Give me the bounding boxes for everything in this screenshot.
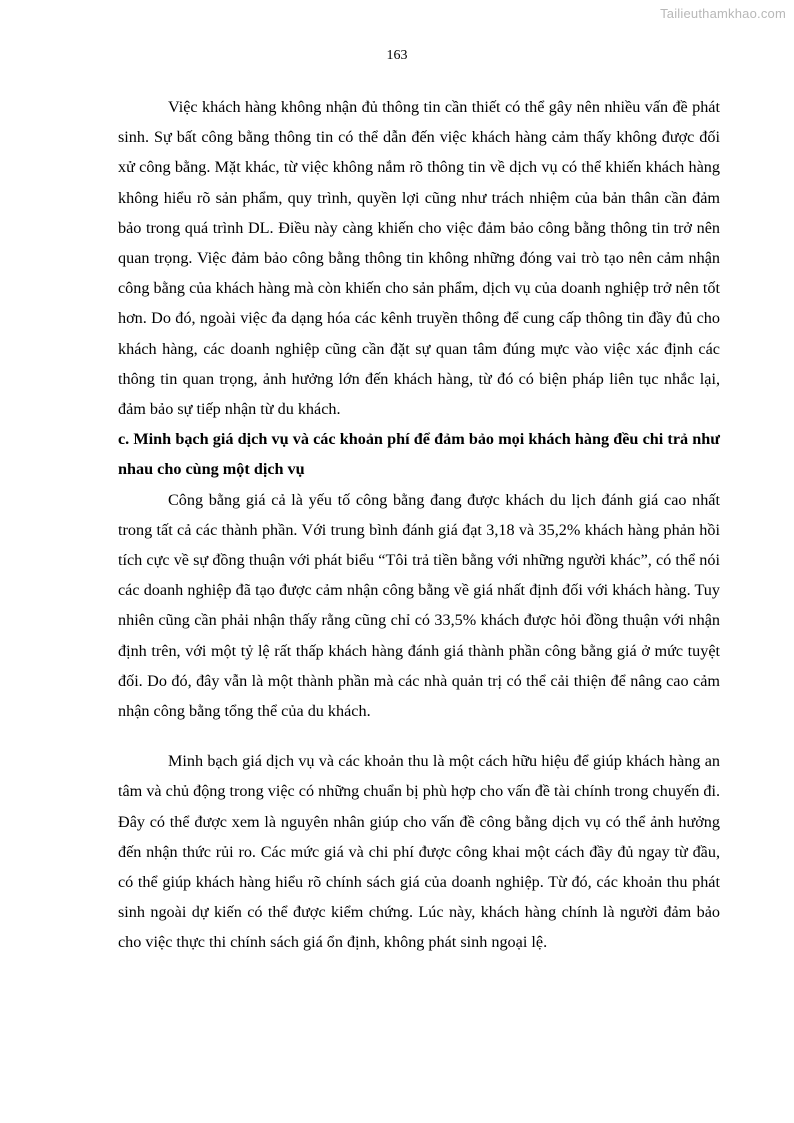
page-number: 163 [386, 48, 408, 63]
paragraph-information-fairness: Việc khách hàng không nhận đủ thông tin cần thiết có thể gây nên nhiều vấn đề phát sinh. Sự bất công bằng thông tin có thể dẫn đến việc khách hàng cảm thấy không được đối xử công bằng. Mặt khác, từ việc không nắm rõ thông tin về dịch vụ có thể khiến khách hàng không hiểu rõ sản phẩm, quy trình, quyền lợi cũng như trách nhiệm của bản thân cần đảm bảo trong quá trình DL. Điều này càng khiến cho việc đảm bảo công bằng thông tin trở nên quan trọng. Việc đảm bảo công bằng thông tin không những đóng vai trò tạo nên cảm nhận công bằng của khách hàng mà còn khiến cho sản phẩm, dịch vụ của doanh nghiệp trở nên tốt hơn. Do đó, ngoài việc đa dạng hóa các kênh truyền thông để cung cấp thông tin đầy đủ cho khách hàng, các doanh nghiệp cũng cần đặt sự quan tâm đúng mực vào việc xác định các thông tin quan trọng, ảnh hưởng lớn đến khách hàng, từ đó có biện pháp liên tục nhắc lại, đảm bảo sự tiếp nhận từ du khách. [118, 98, 720, 419]
watermark-text: Tailieuthamkhao.com [660, 6, 786, 21]
paragraph-price-transparency: Minh bạch giá dịch vụ và các khoản thu là một cách hữu hiệu để giúp khách hàng an tâm và chủ động trong việc có những chuẩn bị phù hợp cho vấn đề tài chính trong chuyến đi. Đây có thể được xem là nguyên nhân giúp cho vấn đề công bằng dịch vụ có thể ảnh hưởng đến nhận thức rủi ro. Các mức giá và chi phí được công khai một cách đầy đủ ngay từ đầu, có thể giúp khách hàng hiểu rõ chính sách giá của doanh nghiệp. Từ đó, các khoản thu phát sinh ngoài dự kiến có thể được kiểm chứng. Lúc này, khách hàng chính là người đảm bảo cho việc thực thi chính sách giá ổn định, không phát sinh ngoại lệ. [118, 752, 720, 952]
document-body [118, 92, 720, 958]
section-heading-c: c. Minh bạch giá dịch vụ và các khoản phí để đảm bảo mọi khách hàng đều chi trả như nhau cho cùng một dịch vụ [118, 430, 720, 479]
paragraph-price-fairness: Công bằng giá cả là yếu tố công bằng đang được khách du lịch đánh giá cao nhất trong tất cả các thành phần. Với trung bình đánh giá đạt 3,18 và 35,2% khách hàng phản hồi tích cực về sự đồng thuận với phát biểu “Tôi trả tiền bằng với những người khác”, có thể nói các doanh nghiệp đã tạo được cảm nhận công bằng về giá nhất định đối với khách hàng. Tuy nhiên cũng cần phải nhận thấy rằng cũng chỉ có 33,5% khách được hỏi đồng thuận với nhận định trên, với một tỷ lệ rất thấp khách hàng đánh giá thành phần công bằng giá ở mức tuyệt đối. Do đó, đây vẫn là một thành phần mà các nhà quản trị có thể cải thiện để nâng cao cảm nhận công bằng tổng thể của du khách. [118, 490, 720, 721]
